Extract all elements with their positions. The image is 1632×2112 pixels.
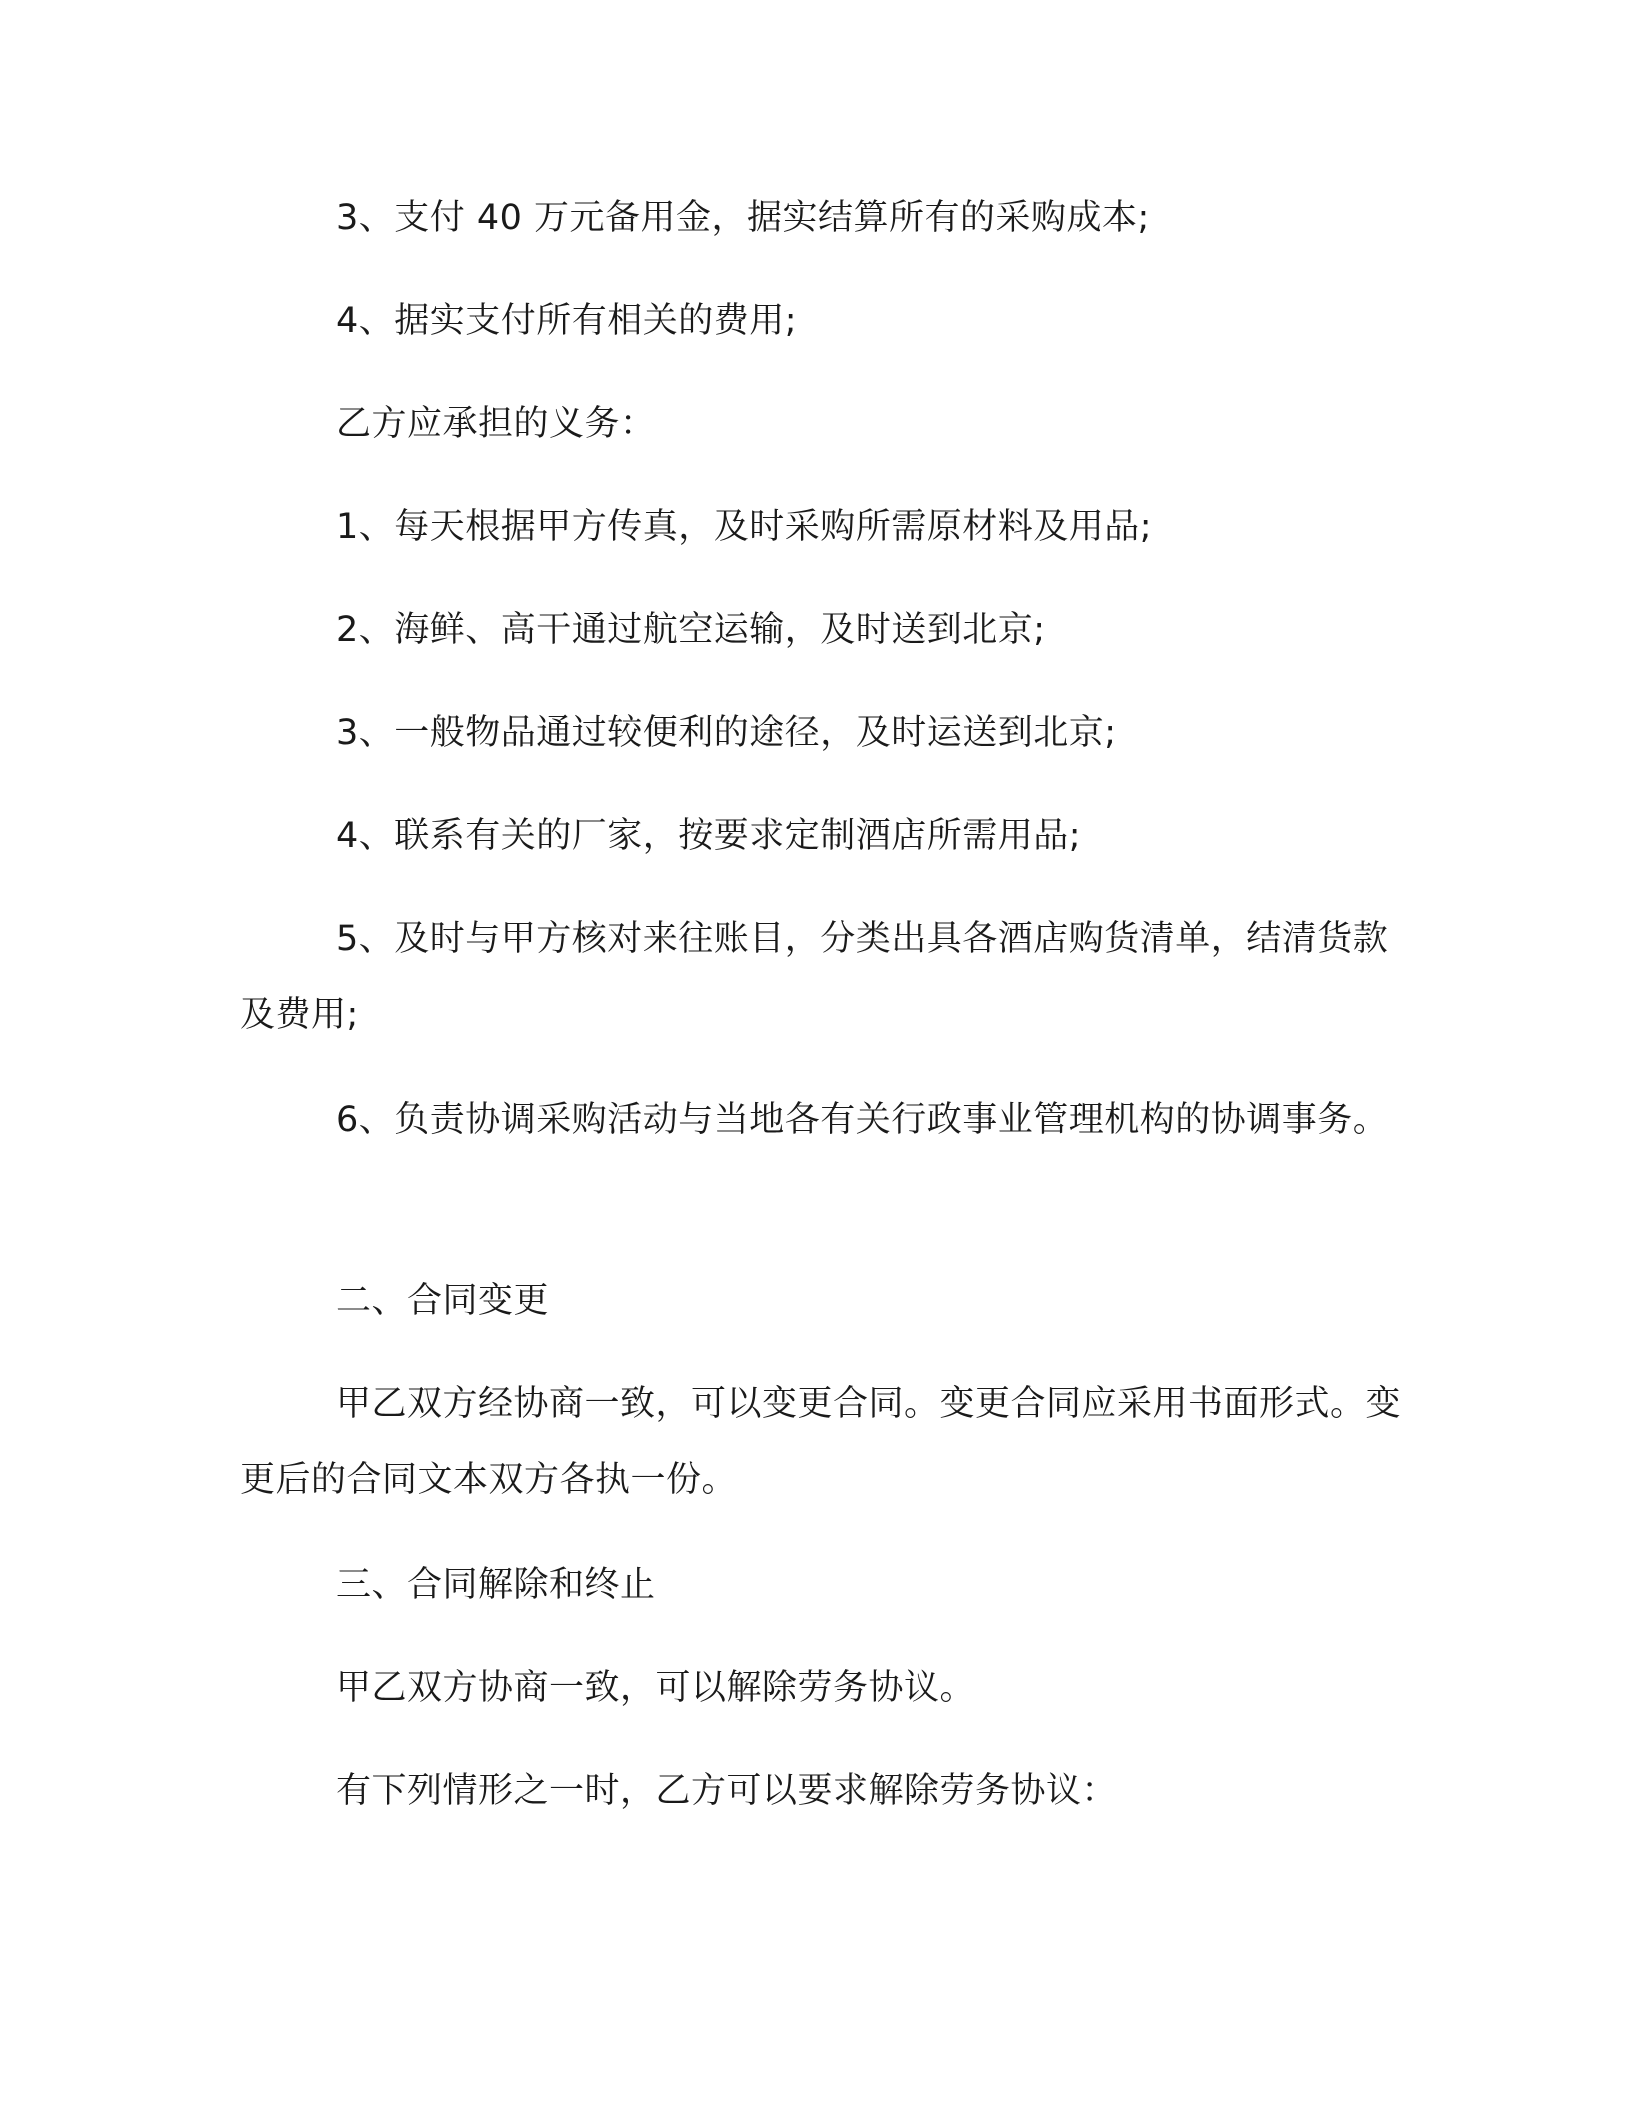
paragraph-deposit-payment: 3、支付 40 万元备用金，据实结算所有的采购成本; <box>336 198 1150 238</box>
paragraph-contract-change: 甲乙双方经协商一致，可以变更合同。变更合同应采用书面形式。变更后的合同文本双方各执一份。 <box>240 1384 1402 1500</box>
paragraph-reconcile-accounts: 5、及时与甲方核对来往账目，分类出具各酒店购货清单，结清货款及费用; <box>240 919 1389 1035</box>
paragraph-general-goods: 3、一般物品通过较便利的途径，及时运送到北京; <box>336 713 1117 753</box>
paragraph-daily-purchase: 1、每天根据甲方传真，及时采购所需原材料及用品; <box>336 507 1153 547</box>
paragraph-party-b-obligations-heading: 乙方应承担的义务： <box>336 404 656 444</box>
paragraph-air-transport: 2、海鲜、高干通过航空运输，及时送到北京; <box>336 610 1046 650</box>
paragraph-coordinate-affairs: 6、负责协调采购活动与当地各有关行政事业管理机构的协调事务。 <box>336 1100 1389 1140</box>
paragraph-mutual-termination: 甲乙双方协商一致，可以解除劳务协议。 <box>336 1668 976 1708</box>
section-heading-contract-change: 二、合同变更 <box>336 1281 550 1321</box>
section-heading-termination: 三、合同解除和终止 <box>336 1565 656 1605</box>
paragraph-pay-fees: 4、据实支付所有相关的费用; <box>336 301 798 341</box>
paragraph-contact-manufacturers: 4、联系有关的厂家，按要求定制酒店所需用品; <box>336 816 1082 856</box>
paragraph-termination-conditions: 有下列情形之一时，乙方可以要求解除劳务协议： <box>336 1771 1118 1811</box>
